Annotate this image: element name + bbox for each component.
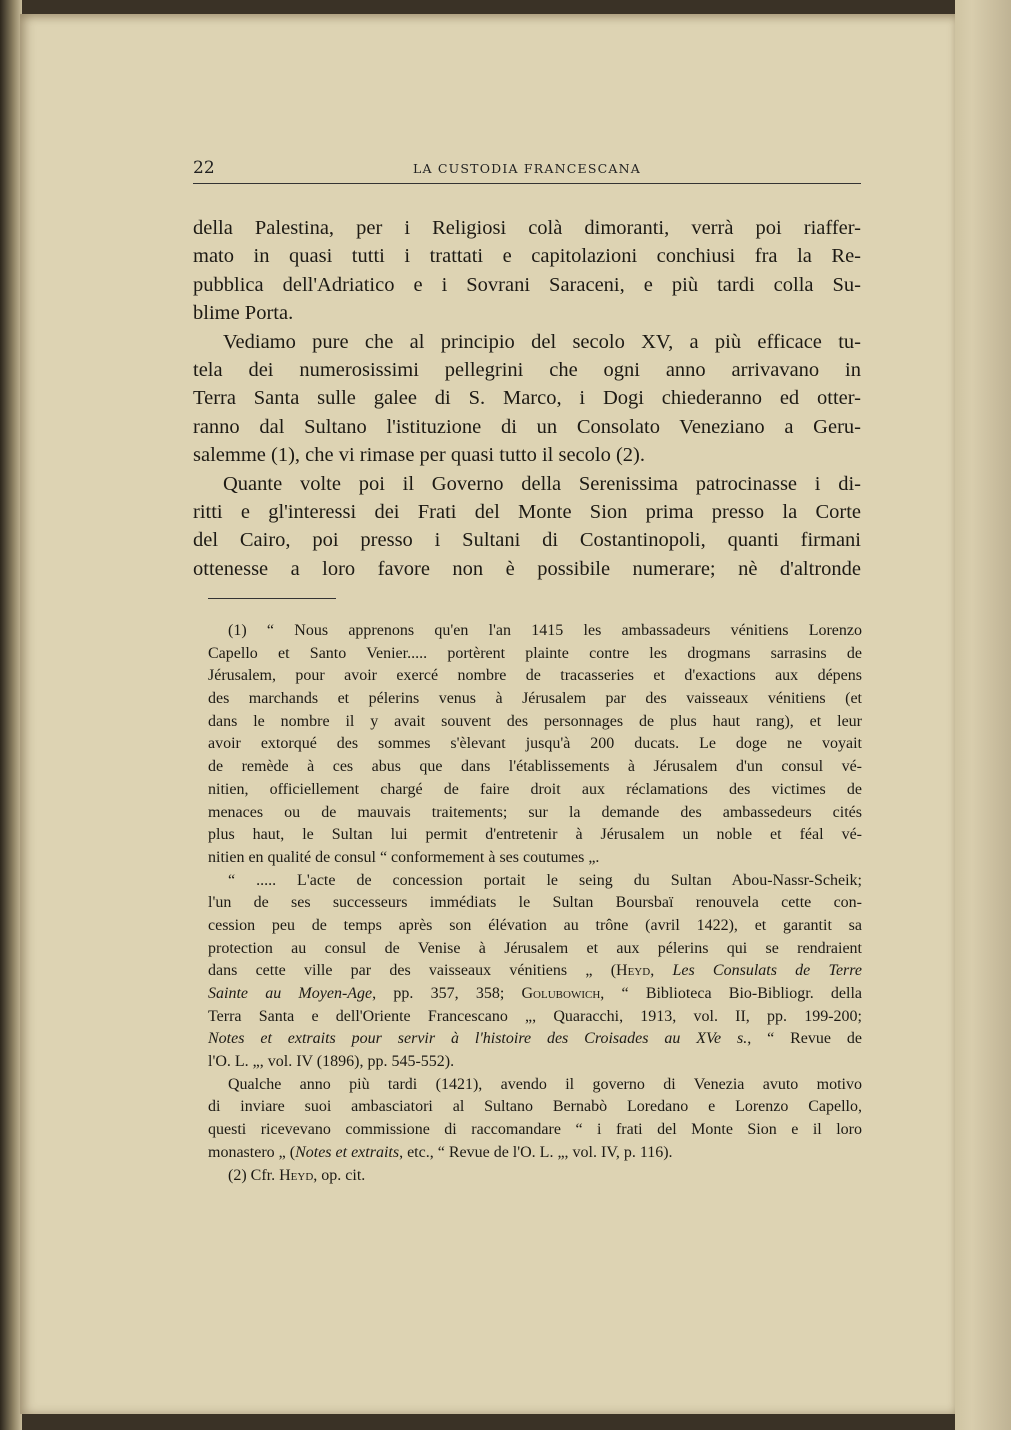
text-segment: Heyd	[279, 1166, 314, 1184]
footnote-line	[208, 870, 862, 893]
text-segment: ,	[650, 962, 673, 980]
text-segment: della Palestina, per i Religiosi colà dimoranti, verrà poi riaffer-	[193, 217, 861, 239]
text-segment: , op. cit.	[313, 1166, 366, 1184]
text-segment: Qualche anno più tardi (1421), avendo il governo di Venezia avuto motivo	[228, 1075, 862, 1093]
book-binding-edge	[0, 0, 22, 1430]
text-segment: Heyd	[616, 962, 651, 980]
text-segment: protection au consul de Venise à Jérusalem et aux pélerins qui se rendraient	[208, 939, 862, 957]
text-line	[193, 328, 861, 356]
footnote-line	[208, 983, 862, 1006]
text-segment: l'O. L. „, vol. IV (1896), pp. 545-552).	[208, 1053, 455, 1071]
text-segment: , pp. 357, 358;	[372, 985, 522, 1002]
footnote-line	[208, 1074, 862, 1097]
text-segment: pubblica dell'Adriatico e i Sovrani Saraceni, e più tardi colla Su-	[193, 273, 861, 296]
text-segment: salemme (1), che vi rimase per quasi tutto il secolo (2).	[193, 444, 646, 467]
text-segment: Terra Santa sulle galee di S. Marco, i Dogi chiederanno ed otter-	[193, 387, 861, 410]
text-segment: Golubowich	[521, 985, 601, 1002]
text-line	[193, 214, 861, 242]
footnote-line	[208, 665, 862, 688]
text-segment: , “ Biblioteca Bio-Bibliogr. della	[600, 985, 863, 1002]
footnote-line	[208, 824, 862, 847]
text-segment: , “ Revue de	[747, 1030, 863, 1048]
footnote-line	[208, 733, 862, 756]
footnote-line	[208, 1006, 862, 1029]
text-segment: (2) Cfr.	[228, 1166, 280, 1184]
footnote-line	[208, 960, 862, 983]
text-segment: de remède à ces abus que dans l'établissements à Jérusalem d'un consul vé-	[208, 758, 862, 776]
footnote-line	[208, 938, 862, 961]
main-text	[193, 214, 861, 583]
text-segment: questi ricevevano commissione di raccomandare “ i frati del Monte Sion e il loro	[208, 1121, 862, 1139]
text-segment: Terra Santa e dell'Oriente Francescano „, Quaracchi, 1913, vol. II, pp. 199-200;	[208, 1007, 862, 1025]
text-line	[193, 498, 861, 526]
text-segment: , etc., “ Revue de l'O. L. „, vol. IV, p. 116).	[399, 1143, 673, 1161]
text-segment: Notes et extraits pour servir à l'histoire des Croisades au XVe s.	[208, 1030, 748, 1048]
text-line	[193, 356, 861, 384]
footnote-line	[208, 688, 862, 711]
text-segment: Jérusalem, pour avoir exercé nombre de tracasseries et d'exactions aux dépens	[208, 667, 862, 685]
text-line	[193, 299, 861, 327]
text-line	[193, 441, 861, 469]
footnote-line	[208, 1142, 862, 1165]
text-segment: avoir extorqué des sommes s'èlevant jusqu'à 200 ducats. Le doge ne voyait	[208, 735, 862, 753]
text-line	[193, 413, 861, 441]
text-segment: ritti e gl'interessi dei Frati del Monte Sion prima presso la Corte	[193, 500, 861, 523]
text-line	[193, 271, 861, 299]
text-segment: Capello et Santo Venier..... portèrent plainte contre les drogmans sarrasins de	[208, 644, 862, 662]
text-segment: ottenesse a loro favore non è possibile numerare; nè d'altronde	[193, 557, 861, 580]
footnote-line	[208, 847, 862, 870]
footnote-separator	[208, 598, 336, 599]
text-segment: plus haut, le Sultan lui permit d'entretenir à Jérusalem un noble et féal vé-	[208, 826, 862, 844]
text-segment: Quante volte poi il Governo della Serenissima patrocinasse i di-	[223, 472, 861, 495]
text-segment: di inviare suoi ambasciatori al Sultano Bernabò Loredano e Lorenzo Capello,	[208, 1098, 862, 1116]
footnote-line	[208, 802, 862, 825]
text-segment: cession peu de temps après son élévation au trône (avril 1422), et garantit sa	[208, 916, 862, 934]
text-segment: blime Porta.	[193, 302, 294, 325]
footnotes	[208, 620, 862, 1187]
text-segment: Notes et extraits	[295, 1143, 400, 1161]
text-segment: “ ..... L'acte de concession portait le seing du Sultan Abou-Nassr-Scheik;	[228, 871, 862, 889]
text-line	[193, 242, 861, 270]
running-header	[193, 158, 861, 182]
text-segment: l'un de ses successeurs immédiats le Sultan Boursbaï renouvela cette con-	[208, 894, 862, 912]
footnote-line	[208, 643, 862, 666]
text-segment: Les Consulats de Terre	[672, 962, 863, 980]
text-segment: nitien, officiellement chargé de faire droit aux réclamations des victimes de	[208, 780, 862, 798]
text-segment: menaces ou de mauvais traitements; sur la demande des ambassedeurs cités	[208, 803, 862, 821]
text-segment: ranno dal Sultano l'istituzione di un Consolato Veneziano a Geru-	[193, 415, 861, 438]
footnote-line	[208, 915, 862, 938]
text-line	[193, 526, 861, 554]
text-segment: nitien en qualité de consul “ conformement à ses coutumes „.	[208, 848, 600, 866]
text-segment: dans le nombre il y avait souvent des personnages de plus haut rang), et leur	[208, 712, 862, 730]
header-rule	[193, 183, 861, 184]
page-number: 22	[193, 158, 215, 178]
footnote-line	[208, 1051, 862, 1074]
text-line	[193, 384, 861, 412]
footnote-line	[208, 1119, 862, 1142]
footnote-line	[208, 756, 862, 779]
text-segment: monastero „ (	[208, 1143, 296, 1161]
running-title: LA CUSTODIA FRANCESCANA	[413, 161, 641, 176]
text-segment: des marchands et pélerins venus à Jérusalem par des vaisseaux vénitiens (et	[208, 690, 862, 708]
text-line	[193, 470, 861, 498]
text-line	[193, 555, 861, 583]
text-segment: mato in quasi tutti i trattati e capitolazioni conchiusi fra la Re-	[193, 245, 861, 268]
text-segment: (1) “ Nous apprenons qu'en l'an 1415 les ambassadeurs vénitiens Lorenzo	[228, 622, 862, 639]
text-segment: tela dei numerosissimi pellegrini che ogni anno arrivavano in	[193, 358, 861, 381]
text-segment: Sainte au Moyen-Age	[208, 985, 373, 1002]
next-page-edge	[955, 0, 1011, 1430]
text-segment: Vediamo pure che al principio del secolo XV, a più efficace tu-	[223, 330, 861, 353]
footnote-line	[208, 779, 862, 802]
footnote-line	[208, 1096, 862, 1119]
footnote-line	[208, 1028, 862, 1051]
footnote-line	[208, 711, 862, 734]
footnote-line	[208, 1165, 862, 1188]
text-segment: del Cairo, poi presso i Sultani di Costantinopoli, quanti firmani	[193, 529, 861, 552]
text-segment: dans cette ville par des vaisseaux vénitiens „ (	[208, 962, 617, 980]
footnote-line	[208, 892, 862, 915]
footnote-line	[208, 620, 862, 643]
